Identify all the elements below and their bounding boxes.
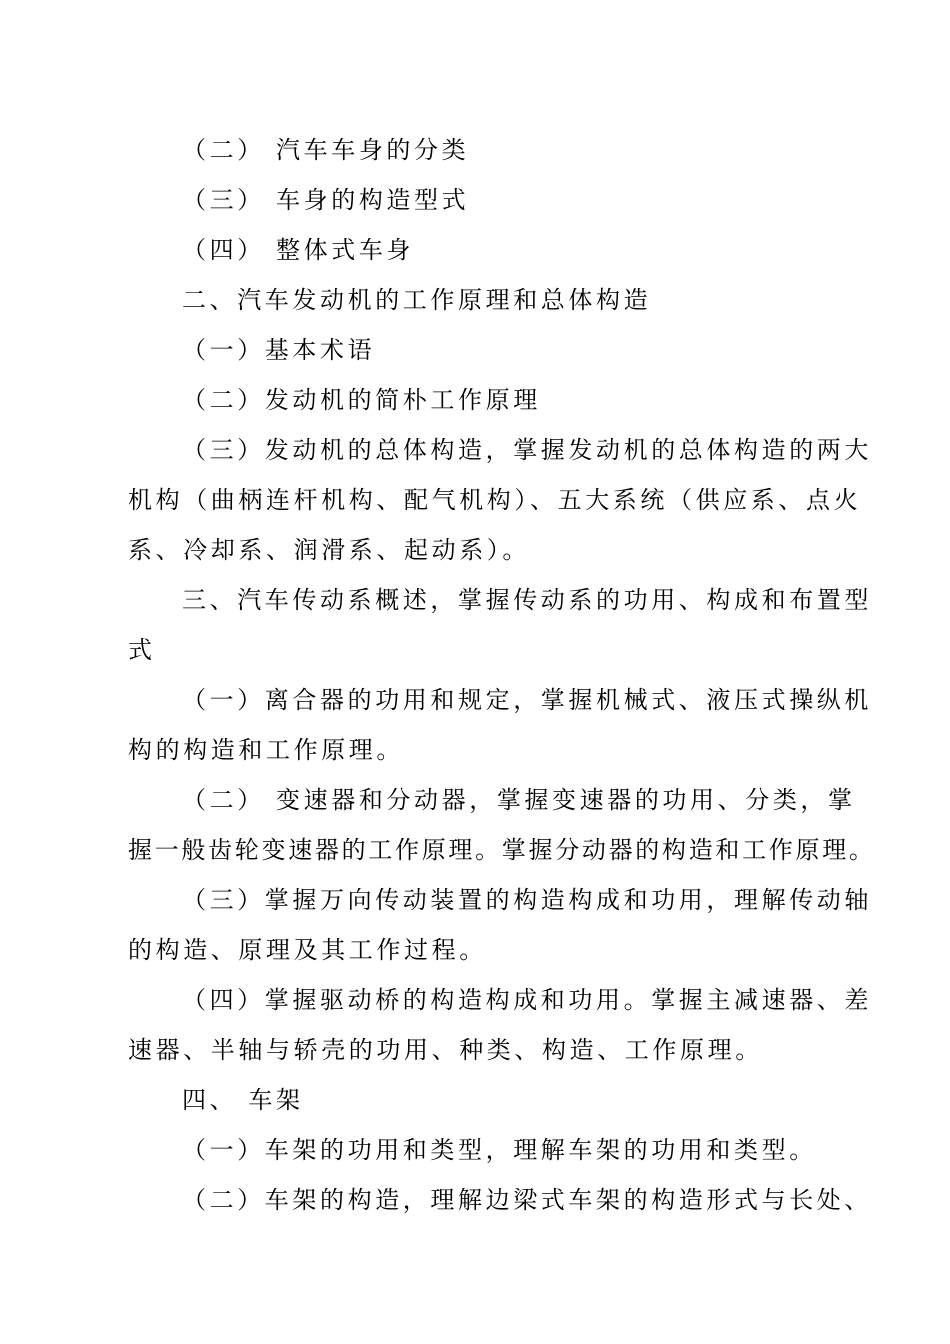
item-engine-overall-structure-cont-1: 机构（曲柄连杆机构、配气机构）、五大系统（供应系、点火 — [128, 486, 862, 514]
item-clutch-cont: 构的构造和工作原理。 — [128, 736, 404, 764]
item-engine-simple-principle: （二）发动机的简朴工作原理 — [182, 386, 541, 414]
section-4-unibody: （四） 整体式车身 — [182, 236, 415, 264]
heading-drivetrain-overview-cont: 式 — [128, 636, 156, 664]
section-3-body-structure-type: （三） 车身的构造型式 — [182, 186, 470, 214]
item-frame-function: （一）车架的功用和类型，理解车架的功用和类型。 — [182, 1136, 817, 1164]
section-2-vehicle-body-classification: （二） 汽车车身的分类 — [182, 136, 470, 164]
item-universal-joint: （三）掌握万向传动装置的构造构成和功用，理解传动轴 — [182, 886, 872, 914]
item-universal-joint-cont: 的构造、原理及其工作过程。 — [128, 936, 487, 964]
item-drive-axle: （四）掌握驱动桥的构造构成和功用。掌握主减速器、差 — [182, 986, 872, 1014]
item-basic-terms: （一）基本术语 — [182, 336, 376, 364]
item-transmission: （二） 变速器和分动器，掌握变速器的功用、分类，掌 — [182, 786, 856, 814]
item-drive-axle-cont: 速器、半轴与轿壳的功用、种类、构造、工作原理。 — [128, 1036, 763, 1064]
heading-engine-principle: 二、汽车发动机的工作原理和总体构造 — [182, 286, 652, 314]
heading-drivetrain-overview: 三、汽车传动系概述，掌握传动系的功用、构成和布置型 — [182, 586, 872, 614]
item-transmission-cont: 握一般齿轮变速器的工作原理。掌握分动器的构造和工作原理。 — [128, 836, 876, 864]
item-frame-structure: （二）车架的构造，理解边梁式车架的构造形式与长处、 — [182, 1186, 872, 1214]
heading-frame: 四、 车架 — [182, 1086, 304, 1114]
item-engine-overall-structure-cont-2: 系、冷却系、润滑系、起动系）。 — [128, 536, 530, 564]
item-clutch: （一）离合器的功用和规定，掌握机械式、液压式操纵机 — [182, 686, 872, 714]
item-engine-overall-structure: （三）发动机的总体构造，掌握发动机的总体构造的两大 — [182, 436, 872, 464]
